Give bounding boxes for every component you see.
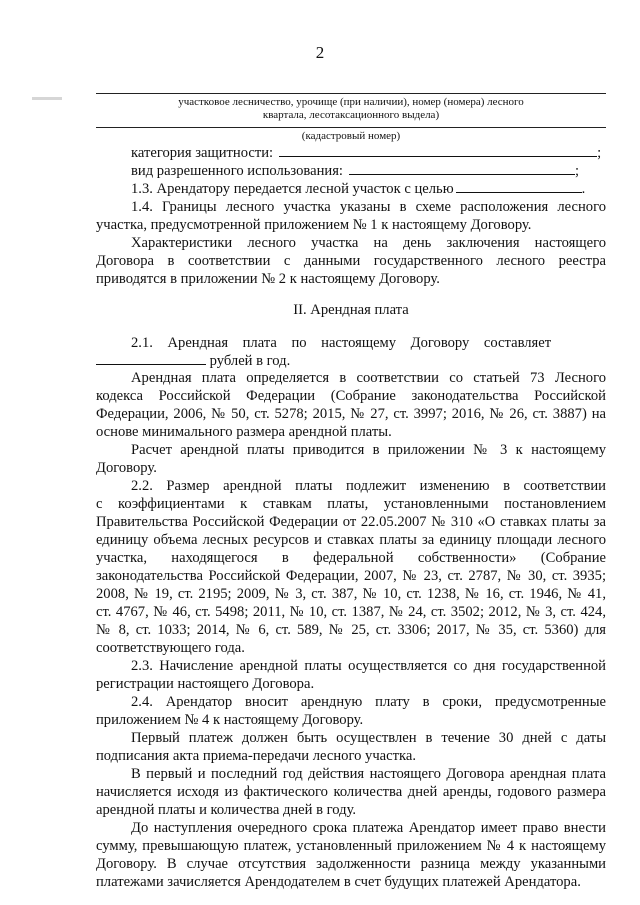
clause-2-2-line-3: Правительства Российской Федерации от 22.05.2007 № 310 «О ставках платы за: [96, 514, 606, 530]
purpose-blank: [456, 180, 582, 193]
permitted-use-field: [131, 162, 606, 180]
first-last-year-line-1: В первый и последний год действия настоящего Договора арендная плата: [131, 766, 606, 782]
clause-1-4-line-1: 1.4. Границы лесного участка указаны в схеме расположения лесного: [131, 199, 606, 215]
clause-2-2-line-6: законодательства Российской Федерации, 2007, № 23, ст. 2787, № 30, ст. 3935;: [96, 568, 606, 584]
calculation-line-1: Арендная плата определяется в соответствии со статьей 73 Лесного: [131, 370, 606, 386]
clause-2-2-line-4: единицу объема лесных ресурсов и ставках платы за единицу площади лесного: [96, 532, 606, 548]
clause-2-2-line-7: 2008, № 19, ст. 2195; 2009, № 3, ст. 387, № 10, ст. 1238, № 16, ст. 1946, № 41,: [96, 586, 606, 602]
prepayment-line-4: платежами зачисляется Арендодателем в счет будущих платежей Арендатора.: [96, 874, 581, 890]
appendix-3-line-1: Расчет арендной платы приводится в приложении № 3 к настоящему: [131, 442, 606, 458]
clause-2-1-line-2: [96, 352, 606, 370]
clause-2-4-line-1: 2.4. Арендатор вносит арендную плату в сроки, предусмотренные: [131, 694, 606, 710]
purpose-label: 1.3. Арендатору передается лесной участок с целью: [131, 181, 454, 197]
protection-category-end: ;: [597, 145, 602, 161]
first-last-year-line-3: арендной платы и количества дней в году.: [96, 802, 357, 818]
permitted-use-label: вид разрешенного использования:: [131, 163, 343, 179]
prepayment-line-1: До наступления очередного срока платежа Арендатор имеет право внести: [131, 820, 606, 836]
rent-amount-suffix: рублей в год.: [206, 353, 291, 369]
protection-category-field: [131, 144, 606, 162]
clause-2-2-line-1: 2.2. Размер арендной платы подлежит изменению в соответствии: [131, 478, 606, 494]
page-number: 2: [315, 43, 325, 62]
characteristics-line-1: Характеристики лесного участка на день заключения настоящего: [131, 235, 606, 251]
calculation-line-2: кодекса Российской Федерации (Собрание законодательства Российской: [96, 388, 606, 404]
clause-2-2-line-2: с коэффициентами к ставкам платы, установленными постановлением: [96, 496, 606, 512]
protection-category-label: категория защитности:: [131, 145, 274, 161]
clause-2-2-line-10: соответствующего года.: [96, 640, 245, 656]
clause-2-1-line-1: 2.1. Арендная плата по настоящему Договору составляет: [131, 335, 552, 351]
calculation-line-4: основе минимального размера арендной платы.: [96, 424, 392, 440]
calculation-line-3: Федерации, 2006, № 50, ст. 5278; 2015, № 27, ст. 3997; 2016, № 26, ст. 3887) на: [96, 406, 606, 422]
purpose-end: .: [581, 181, 586, 197]
appendix-3-line-2: Договору.: [96, 460, 157, 476]
prepayment-line-3: Договору. В случае отсутствия задолженности разница между указанными: [96, 856, 606, 872]
clause-1-4-line-2: участка, предусмотренной приложением № 1 к настоящему Договору.: [96, 217, 532, 233]
clause-2-2-line-5: участка, находящегося в федеральной собственности» (Собрание: [96, 550, 606, 566]
section-2-heading: II. Арендная плата: [293, 302, 409, 318]
clause-2-3-line-2: регистрации настоящего Договора.: [96, 676, 315, 692]
rent-amount-blank: [96, 352, 206, 365]
first-last-year-line-2: начисляется исходя из фактического количества дней аренды, годового размера: [96, 784, 606, 800]
clause-2-2-line-8: ст. 4767, № 46, ст. 5498; 2011, № 10, ст. 1387, № 24, ст. 3502; 2012, № 3, ст. 424,: [96, 604, 606, 620]
forest-location-line: [96, 93, 606, 94]
prepayment-line-2: сумму, превышающую платеж, установленный приложением № 4 к настоящему: [96, 838, 606, 854]
protection-category-blank: [279, 144, 597, 157]
clause-2-2-line-9: № 8, ст. 1033; 2014, № 6, ст. 589, № 25, ст. 3306; 2017, № 35, ст. 5360) для: [96, 622, 606, 638]
first-payment-line-1: Первый платеж должен быть осуществлен в течение 30 дней с даты: [131, 730, 606, 746]
characteristics-line-3: приводятся в приложении № 2 к настоящему Договору.: [96, 271, 440, 287]
clause-2-4-line-2: приложением № 4 к настоящему Договору.: [96, 712, 364, 728]
forest-caption-2: квартала, лесотаксационного выдела): [262, 109, 440, 121]
first-payment-line-2: подписания акта приема-передачи лесного участка.: [96, 748, 416, 764]
cadastral-caption: (кадастровый номер): [301, 130, 401, 142]
permitted-use-end: ;: [574, 163, 580, 179]
forest-caption-1: участковое лесничество, урочище (при наличии), номер (номера) лесного: [178, 96, 524, 108]
clause-2-3-line-1: 2.3. Начисление арендной платы осуществляется со дня государственной: [131, 658, 606, 674]
cadastral-number-line: [96, 127, 606, 128]
characteristics-line-2: Договора в соответствии с данными государственного лесного реестра: [96, 253, 606, 269]
permitted-use-blank: [349, 162, 575, 175]
scan-speck: [32, 97, 62, 100]
purpose-field: [131, 180, 606, 198]
